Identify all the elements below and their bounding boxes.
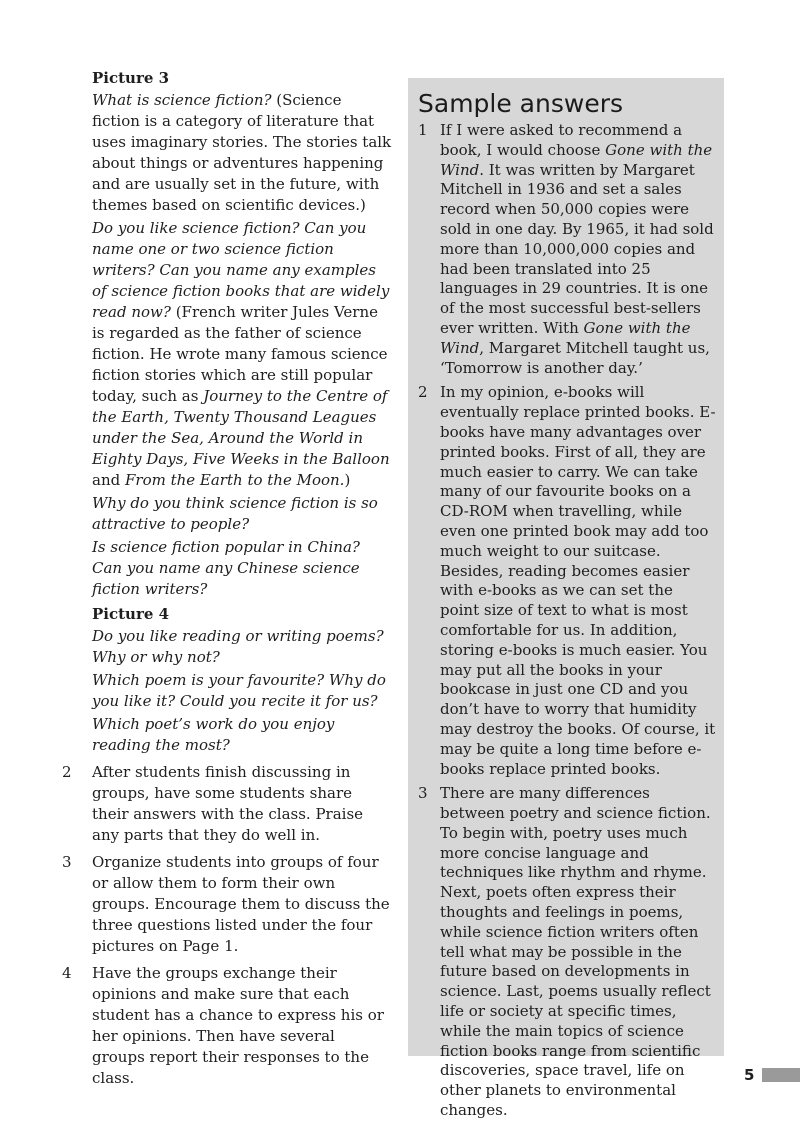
book-title: From the Earth to the Moon. — [124, 471, 345, 489]
item-number: 4 — [62, 964, 72, 982]
picture-3-question-2 — [92, 218, 392, 491]
page-number-bar — [762, 1068, 800, 1082]
answer-number: 2 — [418, 383, 428, 402]
answer-text: (Science fiction is a category of literature that uses imaginary stories. The stories talk about things or adventures happening and are usually set in the future, with themes based on scientific devices.) — [92, 91, 392, 214]
picture-4-question-1: Do you like reading or writing poems? Why or why not? — [92, 627, 384, 666]
item-text: Organize students into groups of four or allow them to form their own groups. Encourage them to discuss the three questions listed under the four pictures on Page 1. — [92, 853, 390, 955]
left-column — [62, 68, 392, 1089]
question-text: Do you like science fiction? Can you name one or two science fiction writers? Can you name any examples of science fiction books that are widely read now? — [92, 219, 390, 321]
picture-3-question-3: Why do you think science fiction is so attractive to people? — [92, 494, 378, 533]
answer-text: In my opinion, e-books will eventually replace printed books. E-books have many advantages over printed books. First of all, they are much easier to carry. We can take many of our favourite books on a CD-ROM when travelling, while even one printed book may add too much weight to our suitcase. Besides, reading becomes easier with e-books as we can set the point size of text to what is most comfortable for us. In addition, storing e-books is much easier. You may put all the books in your bookcase in just one CD and you don’t have to worry that humidity may destroy the books. Of course, it may be quite a long time before e-books replace printed books. — [440, 383, 716, 778]
answer-number: 3 — [418, 784, 428, 803]
answer-text — [440, 121, 716, 378]
text-run: If I were asked to recommend a book, I would choose — [440, 121, 683, 159]
book-titles: Journey to the Centre of the Earth, Twenty Thousand Leagues under the Sea, Around the World in Eighty Days, Five Weeks in the Balloon — [92, 387, 390, 468]
sample-answers-panel — [408, 78, 724, 1120]
picture-3-question-4: Is science fiction popular in China? Can you name any Chinese science fiction writers? — [92, 538, 360, 598]
book-title: Gone with the Wind — [440, 140, 713, 179]
answer-text: and — [92, 471, 125, 489]
picture-3-question-1 — [92, 90, 392, 216]
sample-answer — [416, 383, 716, 779]
answer-text: (French writer Jules Verne is regarded as the father of science fiction. He wrote many famous science fiction stories which are still popular today, such as — [92, 303, 388, 405]
sample-answer — [416, 784, 716, 1121]
answer-text: ) — [344, 471, 351, 489]
book-title: Gone with the Wind — [440, 318, 691, 357]
instruction-item — [62, 762, 392, 846]
answer-text: There are many differences between poetry and science fiction. To begin with, poetry uses much more concise language and techniques like rhythm and rhyme. Next, poets often express their thoughts and feelings in poems, while science fiction writers often tell what may be possible in the future based on developments in science. Last, poems usually reflect life or society at specific times, while the main topics of science fiction books range from scientific discoveries, space travel, life on other planets to environmental changes. — [440, 784, 711, 1120]
sample-answer — [416, 121, 716, 378]
picture-4-heading: Picture 4 — [92, 605, 170, 623]
item-text: Have the groups exchange their opinions and make sure that each student has a chance to express his or her opinions. Then have several groups report their responses to the class. — [92, 964, 384, 1087]
item-text: After students finish discussing in groups, have some students share their answers with the class. Praise any parts that they do well in. — [92, 763, 364, 844]
panel-title: Sample answers — [418, 89, 624, 118]
picture-3-heading: Picture 3 — [92, 69, 170, 87]
picture-4-question-3: Which poet’s work do you enjoy reading the most? — [92, 715, 335, 754]
text-run: , Margaret Mitchell taught us, ‘Tomorrow is another day.’ — [440, 338, 710, 377]
page-number: 5 — [744, 1066, 755, 1084]
item-number: 3 — [62, 853, 72, 871]
instruction-item — [62, 963, 392, 1089]
instruction-item — [62, 852, 392, 957]
question-text: What is science fiction? — [92, 91, 272, 109]
text-run: . It was written by Margaret Mitchell in 1936 and set a sales record when 50,000 copies were sold in one day. By 1965, it had sold more than 10,000,000 copies and had been translated into 25 languages in 29 countries. It is one of the most successful best-sellers ever written. With — [440, 160, 714, 337]
item-number: 2 — [62, 763, 72, 781]
answer-number: 1 — [418, 121, 428, 139]
picture-4-question-2: Which poem is your favourite? Why do you like it? Could you recite it for us? — [92, 671, 386, 710]
